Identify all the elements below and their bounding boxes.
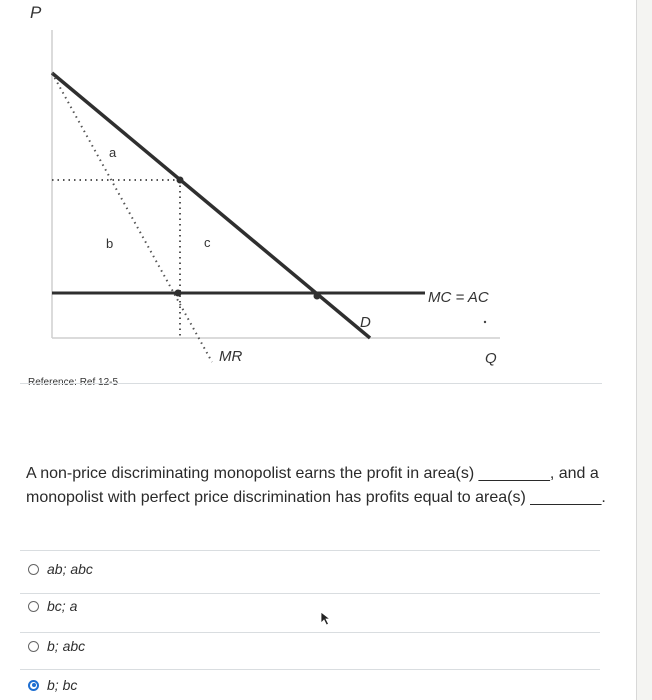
p-axis-label: P — [30, 3, 42, 22]
divider — [20, 669, 600, 670]
stray-dot — [484, 321, 486, 323]
radio-button[interactable] — [28, 641, 39, 652]
question-text: A non-price discriminating monopolist earns the profit in area(s) ________, and a monopolist with perfect price discrimination has profits equal to area(s) ________. — [26, 465, 606, 506]
mc-ac-label: MC = AC — [428, 289, 489, 306]
option-label: b; bc — [47, 677, 78, 693]
demand-price-point — [177, 177, 184, 184]
option-4[interactable] — [28, 673, 77, 697]
radio-button[interactable] — [28, 564, 39, 575]
demand-curve — [52, 73, 370, 338]
divider — [20, 383, 602, 384]
option-1[interactable] — [28, 557, 93, 581]
option-label: bc; a — [47, 598, 78, 614]
option-label: ab; abc — [47, 561, 93, 577]
area-b-label: b — [106, 236, 114, 251]
mr-mc-intersection — [175, 290, 182, 297]
divider — [20, 593, 600, 594]
mr-label: MR — [219, 348, 243, 365]
divider — [20, 550, 600, 551]
option-2[interactable] — [28, 594, 77, 618]
demand-label: D — [360, 314, 371, 331]
option-label: b; abc — [47, 638, 86, 654]
demand-mc-intersection — [314, 293, 321, 300]
area-c-label: c — [204, 235, 211, 250]
radio-button-selected[interactable] — [28, 680, 39, 691]
q-axis-label: Q — [485, 350, 497, 367]
area-a-label: a — [109, 145, 117, 160]
radio-button[interactable] — [28, 601, 39, 612]
divider — [20, 632, 600, 633]
mr-curve — [52, 73, 212, 362]
option-3[interactable] — [28, 634, 85, 658]
mouse-pointer-icon — [320, 611, 334, 627]
